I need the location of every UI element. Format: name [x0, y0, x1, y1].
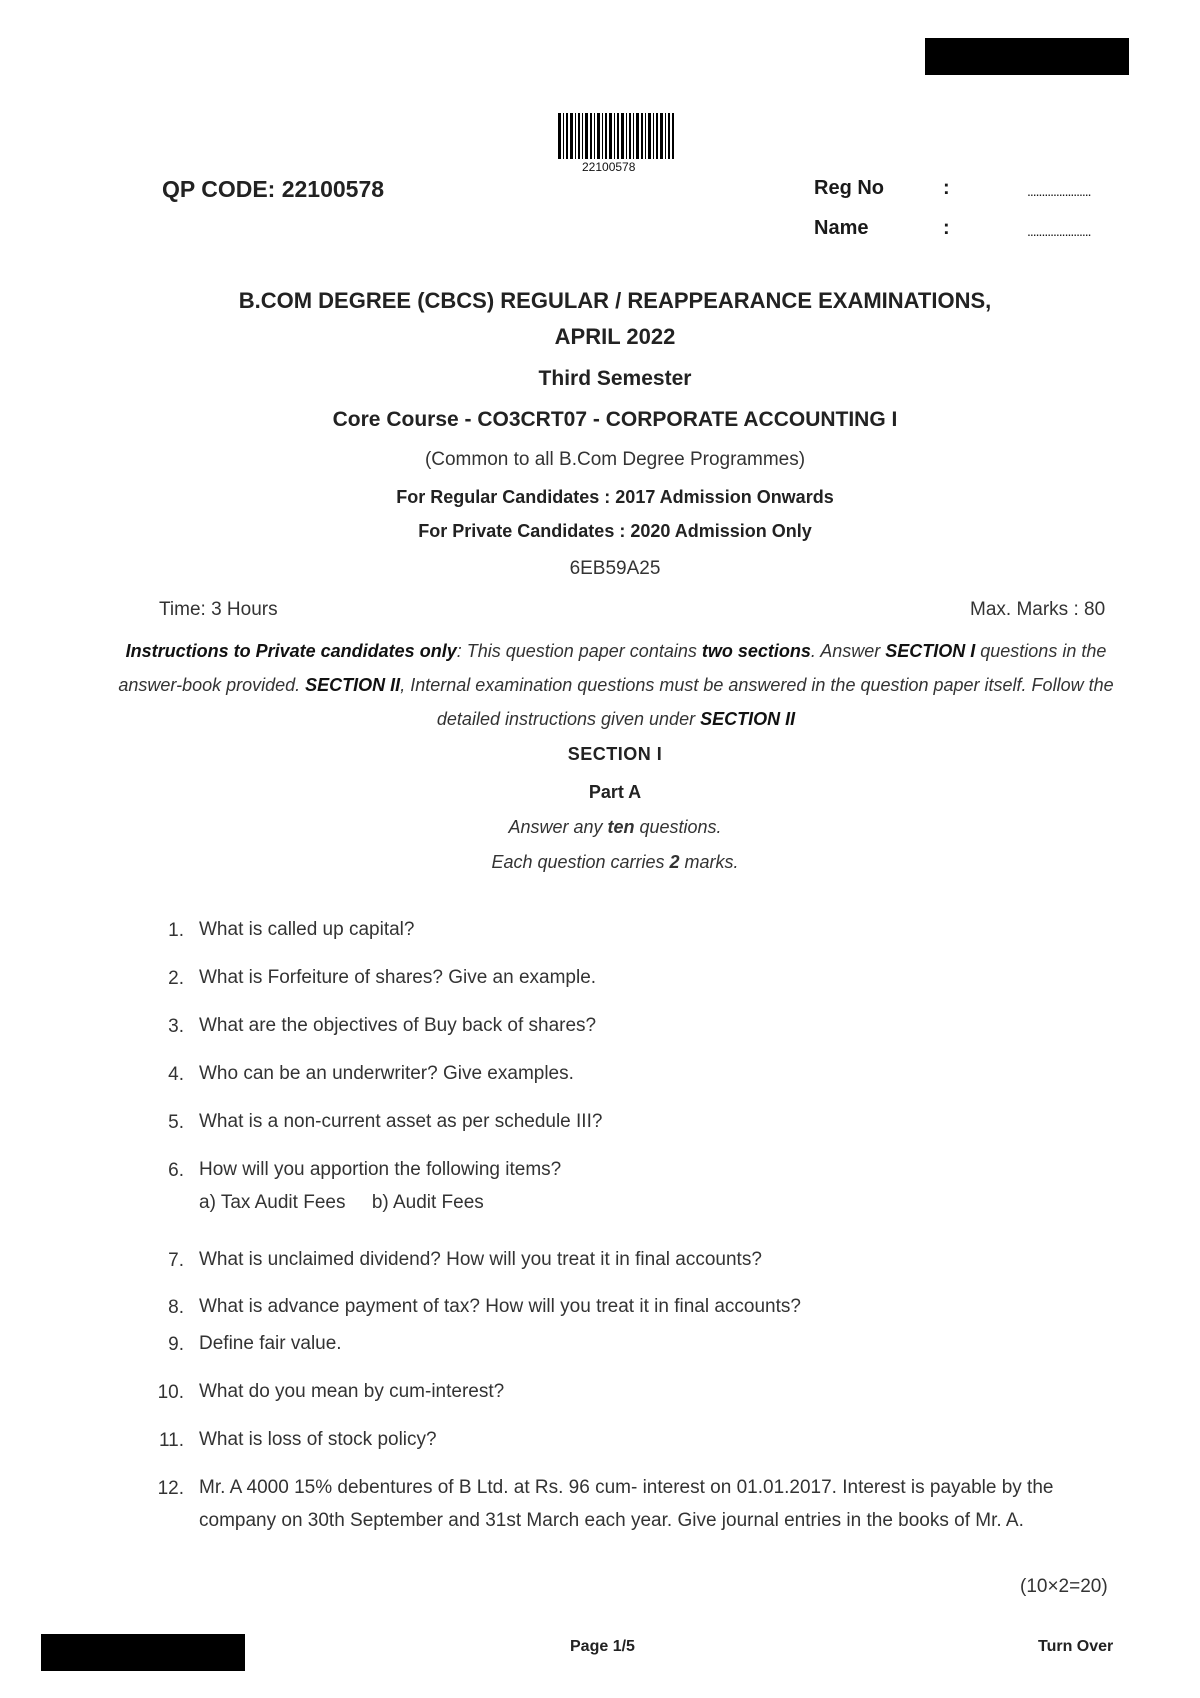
time-allowed: Time: 3 Hours [159, 599, 278, 620]
turn-over-note: Turn Over [1038, 1638, 1114, 1655]
instructions-paragraph: Instructions to Private candidates only: This question paper contains two sections. Answer SECTION I questions in the answer-book provided. SECTION II, Internal examination questions must be answered in the question paper itself. Follow the detailed instructions given under SECTION II [118, 641, 1114, 729]
redacted-box-bottom [41, 1634, 245, 1671]
answer-instruction: Answer any ten questions. [508, 817, 722, 837]
max-marks: Max. Marks : 80 [970, 599, 1106, 620]
barcode-image [558, 113, 674, 159]
name-field: ...................... [1027, 223, 1091, 239]
part-title: Part A [588, 782, 642, 802]
marks-instruction: Each question carries 2 marks. [491, 852, 739, 872]
redacted-box-top [925, 38, 1129, 75]
qp-code: QP CODE: 22100578 [162, 176, 385, 202]
exam-title-line2: APRIL 2022 [554, 324, 676, 349]
course-title: Core Course - CO3CRT07 - CORPORATE ACCOUNTING I [332, 408, 898, 431]
reg-no-label: Reg No [814, 177, 884, 199]
marks-total: (10×2=20) [1020, 1576, 1108, 1597]
barcode-number: 22100578 [582, 160, 636, 174]
section-title: SECTION I [567, 744, 663, 764]
paper-code: 6EB59A25 [569, 558, 661, 579]
common-note: (Common to all B.Com Degree Programmes) [424, 449, 806, 470]
private-candidates-note: For Private Candidates : 2020 Admission Only [418, 521, 812, 541]
name-label: Name [814, 217, 869, 239]
exam-title-line1: B.COM DEGREE (CBCS) REGULAR / REAPPEARANCE EXAMINATIONS, [238, 288, 992, 313]
page-number: Page 1/5 [570, 1638, 635, 1655]
reg-no-field: ...................... [1027, 183, 1091, 199]
name-colon: : [943, 217, 950, 239]
reg-no-colon: : [943, 177, 950, 199]
instructions-lead: Instructions to Private candidates only [125, 641, 457, 661]
semester-title: Third Semester [538, 367, 692, 390]
regular-candidates-note: For Regular Candidates : 2017 Admission Onwards [396, 487, 834, 507]
